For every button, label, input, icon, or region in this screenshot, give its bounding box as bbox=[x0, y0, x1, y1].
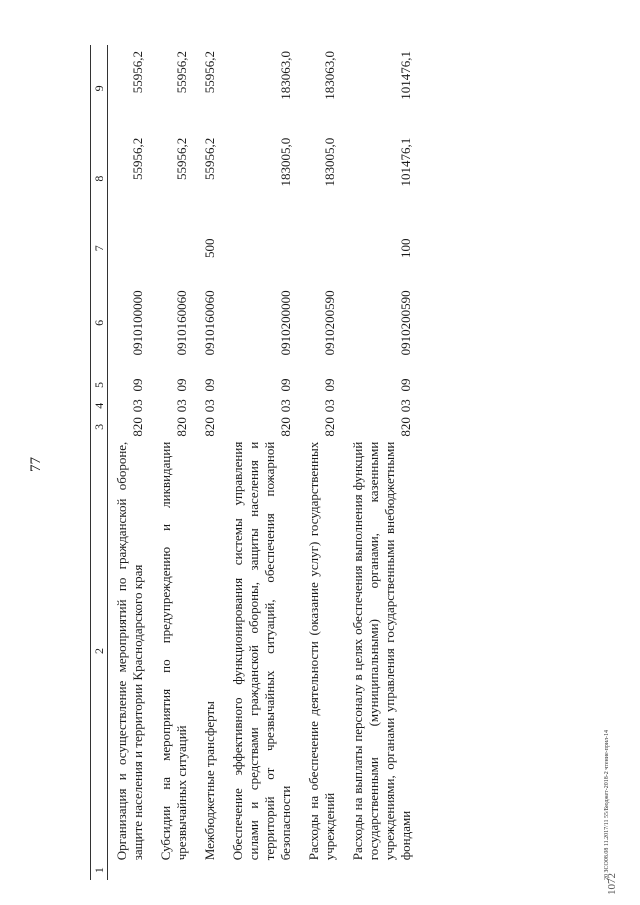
row-c5: 09 bbox=[202, 378, 217, 392]
row-name: Организация и осуществление мероприятий по гражданской обороне, защите населения и территории Краснодарского края bbox=[114, 441, 145, 861]
header-col-4: 4 bbox=[91, 395, 108, 416]
row-c5: 09 bbox=[174, 378, 189, 392]
row-c7 bbox=[224, 225, 300, 271]
header-col-1: 1 bbox=[91, 860, 108, 880]
row-c8: 183005,0 bbox=[322, 137, 337, 187]
header-col-2: 2 bbox=[91, 438, 108, 861]
row-c6: 0910160060 bbox=[202, 290, 217, 356]
row-c6: 0910100000 bbox=[130, 290, 145, 356]
row-c5: 09 bbox=[278, 378, 293, 392]
row-c7 bbox=[108, 225, 153, 271]
table-row bbox=[108, 45, 153, 880]
table-row bbox=[344, 45, 420, 880]
header-col-5: 5 bbox=[91, 375, 108, 396]
header-row bbox=[91, 45, 108, 880]
table-row bbox=[196, 45, 224, 880]
row-c8: 183005,0 bbox=[278, 137, 293, 187]
header-col-9: 9 bbox=[91, 45, 108, 132]
page-number: 77 bbox=[28, 457, 44, 472]
row-c5: 09 bbox=[130, 378, 145, 392]
table-row bbox=[152, 45, 196, 880]
row-c8: 55956,2 bbox=[130, 137, 145, 181]
row-c6: 0910200590 bbox=[322, 290, 337, 356]
row-c9: 183063,0 bbox=[322, 51, 337, 100]
header-col-7: 7 bbox=[91, 225, 108, 271]
row-c3: 820 bbox=[322, 417, 337, 437]
row-c8: 55956,2 bbox=[202, 137, 217, 181]
budget-table bbox=[90, 45, 420, 880]
row-c7: 500 bbox=[202, 238, 217, 258]
row-c5: 09 bbox=[398, 378, 413, 392]
row-c7: 100 bbox=[398, 238, 413, 258]
row-c3: 820 bbox=[130, 417, 145, 437]
row-c8: 55956,2 bbox=[174, 137, 189, 181]
row-c4: 03 bbox=[278, 399, 293, 413]
side-number: 1072 bbox=[606, 873, 618, 895]
row-c3: 820 bbox=[202, 417, 217, 437]
row-c8: 101476,1 bbox=[398, 137, 413, 187]
row-c4: 03 bbox=[322, 399, 337, 413]
row-c6: 0910200590 bbox=[398, 290, 413, 356]
row-c9: 55956,2 bbox=[174, 51, 189, 94]
header-col-3: 3 bbox=[91, 416, 108, 438]
row-name: Межбюджетные трансферты bbox=[202, 701, 217, 861]
table-row bbox=[300, 45, 344, 880]
row-c3: 820 bbox=[174, 417, 189, 437]
row-c7 bbox=[300, 225, 344, 271]
row-name: Обеспечение эффективного функционирования системы управления силами и средствами гражданской обороны, защиты населения и территорий от чрезвычайных ситуаций, обеспечения пожарной безопасности bbox=[230, 441, 293, 861]
budget-sheet bbox=[90, 45, 630, 880]
row-c9: 55956,2 bbox=[130, 51, 145, 94]
row-c6: 0910160060 bbox=[174, 290, 189, 356]
row-name: Субсидии на мероприятия по предупреждению и ликвидации чрезвычайных ситуаций bbox=[158, 441, 189, 861]
row-c4: 03 bbox=[130, 399, 145, 413]
row-c9: 183063,0 bbox=[278, 51, 293, 100]
row-c9: 55956,2 bbox=[202, 51, 217, 94]
row-c6: 0910200000 bbox=[278, 290, 293, 356]
row-c5: 09 bbox=[322, 378, 337, 392]
row-name: Расходы на обеспечение деятельности (оказание услуг) государственных учреждений bbox=[306, 441, 337, 861]
row-c3: 820 bbox=[398, 417, 413, 437]
row-c4: 03 bbox=[398, 399, 413, 413]
header-col-6: 6 bbox=[91, 271, 108, 375]
table-row bbox=[224, 45, 300, 880]
footer-note: 20 ЗСО08.08 11.2017/11 55/Бюджет-2018-2 чтение-прил-14 bbox=[604, 729, 610, 880]
row-c3: 820 bbox=[278, 417, 293, 437]
row-c9: 101476,1 bbox=[398, 51, 413, 100]
row-c7 bbox=[152, 225, 196, 271]
header-col-8: 8 bbox=[91, 132, 108, 226]
row-c4: 03 bbox=[202, 399, 217, 413]
row-name: Расходы на выплаты персоналу в целях обеспечения выполнения функций государственными (муниципальными) органами, казенными учреждениями, органами управления государственными внебюджетными фондами bbox=[350, 441, 413, 861]
row-c4: 03 bbox=[174, 399, 189, 413]
